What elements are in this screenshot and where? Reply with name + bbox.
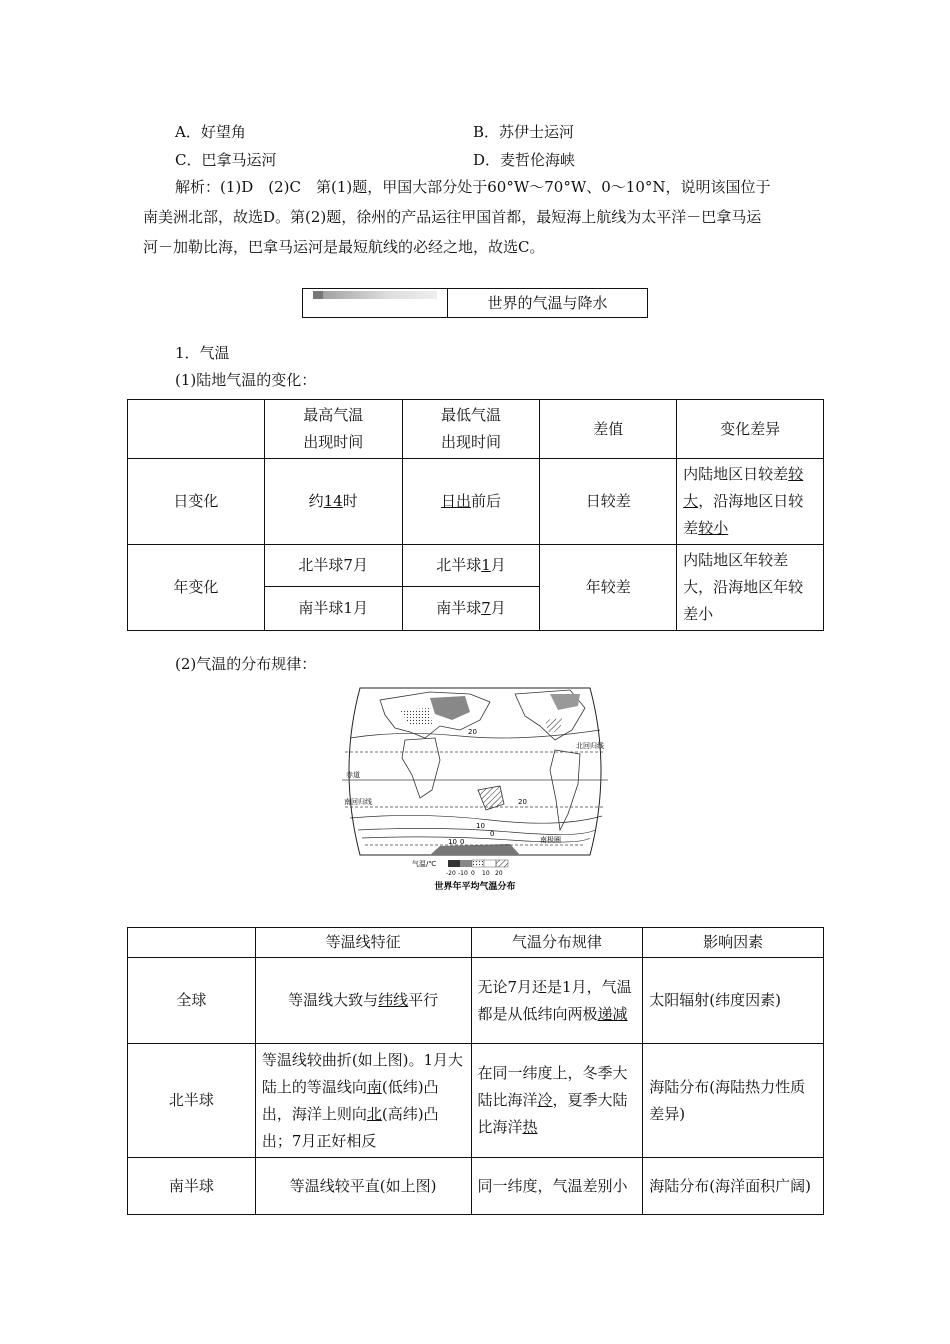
table1-header-diff: 差值 <box>540 400 677 459</box>
row-label-year: 年变化 <box>128 545 265 631</box>
day-diff: 日较差 <box>540 459 677 545</box>
analysis-line-3: 河－加勒比海，巴拿马运河是最短航线的必经之地，故选C。 <box>143 238 545 256</box>
table2-header-feature: 等温线特征 <box>255 928 471 958</box>
label-isotherm-10: 10 <box>476 822 485 830</box>
label-tropic-south: 南回归线 <box>344 798 372 806</box>
north-min-month: 北半球1月 <box>402 545 540 587</box>
legend-swatch-1 <box>448 860 460 867</box>
section-title: 世界的气温与降水 <box>487 294 608 312</box>
map-caption: 世界年平均气温分布 <box>434 882 516 892</box>
label-isotherm-10s: 10 <box>448 838 457 846</box>
option-d: D．麦哲伦海峡 <box>473 151 576 169</box>
south-feature: 等温线较平直(如上图) <box>255 1158 471 1215</box>
south-factor: 海陆分布(海洋面积广阔) <box>643 1158 824 1215</box>
subheading-distribution: (2)气温的分布规律： <box>175 655 317 673</box>
hatch-region-na <box>545 718 562 732</box>
year-variation: 内陆地区年较差大，沿海地区年较差小 <box>677 545 824 631</box>
row-label-global: 全球 <box>128 958 256 1044</box>
south-min-month: 南半球7月 <box>402 587 540 631</box>
legend-swatch-2 <box>460 860 472 867</box>
table1-header-min: 最低气温 出现时间 <box>402 400 540 459</box>
label-isotherm-0s: 0 <box>460 838 465 846</box>
north-rule: 在同一纬度上，冬季大陆比海洋冷，夏季大陆比海洋热 <box>471 1044 643 1158</box>
option-c: C．巴拿马运河 <box>175 151 277 169</box>
map-graphic <box>340 680 610 893</box>
global-factor: 太阳辐射(纬度因素) <box>643 958 824 1044</box>
south-max-month: 南半球1月 <box>264 587 402 631</box>
legend-tick-2: -10 <box>458 870 468 877</box>
table1-corner <box>128 400 265 459</box>
section-marker <box>303 289 448 317</box>
label-isotherm-20a: 20 <box>468 728 477 736</box>
row-label-north: 北半球 <box>128 1044 256 1158</box>
temperature-distribution-table <box>127 927 824 1215</box>
label-tropic-north: 北回归线 <box>576 742 604 750</box>
row-label-day: 日变化 <box>128 459 265 545</box>
legend-tick-3: 0 <box>471 870 475 877</box>
row-label-south: 南半球 <box>128 1158 256 1215</box>
analysis-paragraph <box>143 172 823 262</box>
legend-tick-4: 10 <box>482 870 490 877</box>
label-isotherm-20b: 20 <box>518 798 527 806</box>
north-feature: 等温线较曲折(如上图)。1月大陆上的等温线向南(低纬)凸出，海洋上则向北(高纬)凸出；7月正好相反 <box>255 1044 471 1158</box>
legend-swatch-5 <box>496 860 508 867</box>
option-b: B．苏伊士运河 <box>473 123 575 141</box>
label-isotherm-0: 0 <box>490 830 495 838</box>
legend-tick-1: -20 <box>446 870 456 877</box>
south-rule: 同一纬度，气温差别小 <box>471 1158 643 1215</box>
legend-label: 气温/℃ <box>412 860 437 868</box>
analysis-line-1: 解析：(1)D (2)C 第(1)题，甲国大部分处于60°W～70°W、0～10°N，说明该国位于 <box>175 178 771 196</box>
day-variation: 内陆地区日较差较大，沿海地区日较差较小 <box>677 459 824 545</box>
year-diff: 年较差 <box>540 545 677 631</box>
heading-temperature: 1．气温 <box>175 344 230 362</box>
north-factor: 海陆分布(海陆热力性质差异) <box>643 1044 824 1158</box>
world-temperature-map <box>340 680 610 893</box>
north-max-month: 北半球7月 <box>264 545 402 587</box>
day-max-time: 约14时 <box>264 459 402 545</box>
label-equator: 赤道 <box>346 771 360 779</box>
option-a: A．好望角 <box>175 123 246 141</box>
subheading-land-temperature: (1)陆地气温的变化： <box>175 371 317 389</box>
global-rule: 无论7月还是1月，气温都是从低纬向两极递减 <box>471 958 643 1044</box>
table1-header-variation: 变化差异 <box>677 400 824 459</box>
day-min-time: 日出前后 <box>402 459 540 545</box>
table1-header-max: 最高气温 出现时间 <box>264 400 402 459</box>
global-feature: 等温线大致与纬线平行 <box>255 958 471 1044</box>
analysis-line-2: 南美洲北部，故选D。第(2)题，徐州的产品运往甲国首都，最短海上航线为太平洋－巴拿马运 <box>143 208 762 226</box>
legend-tick-5: 20 <box>495 870 503 877</box>
table2-header-rule: 气温分布规律 <box>471 928 643 958</box>
label-antarctic: 南极圈 <box>540 836 561 844</box>
section-title-box <box>302 288 648 318</box>
land-temperature-table <box>127 399 824 631</box>
legend-swatch-3 <box>472 860 484 867</box>
table2-header-factor: 影响因素 <box>643 928 824 958</box>
legend-swatch-4 <box>484 860 496 867</box>
table2-corner <box>128 928 256 958</box>
